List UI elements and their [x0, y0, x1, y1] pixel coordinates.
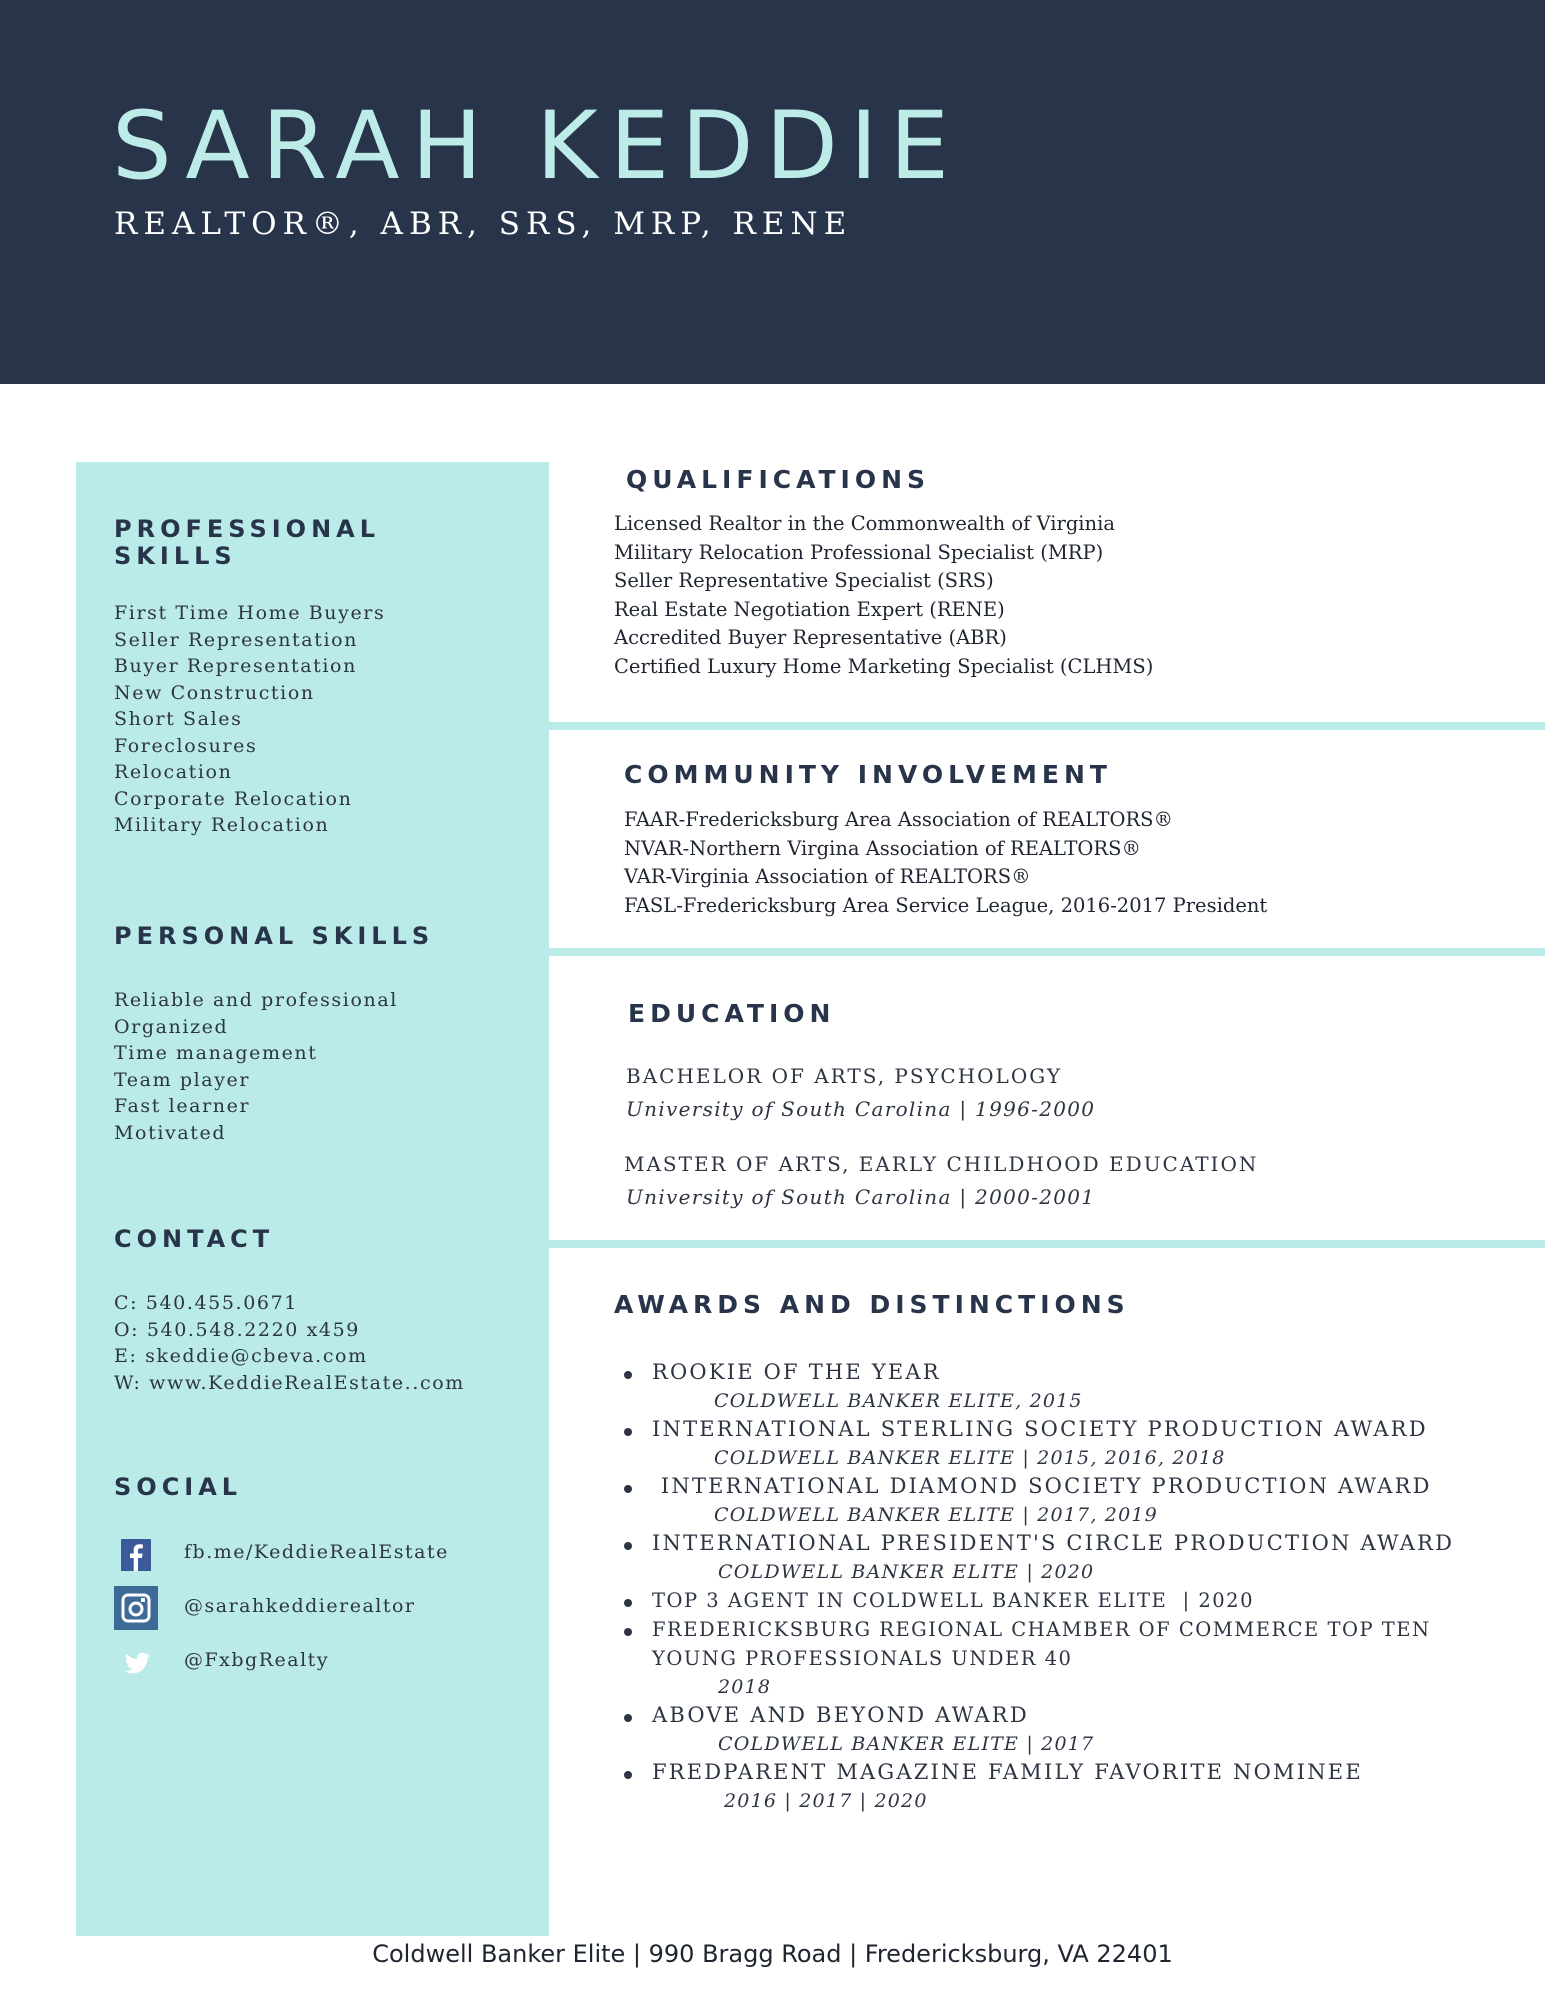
list-item: New Construction	[114, 681, 315, 704]
list-item	[620, 1758, 1520, 1815]
footer-address: Coldwell Banker Elite | 990 Bragg Road | Fredericksburg, VA 22401	[372, 1940, 1173, 1968]
list-item: Organized	[114, 1015, 229, 1038]
list-item	[620, 1472, 1520, 1529]
award-title: ROOKIE OF THE YEAR	[652, 1360, 941, 1384]
twitter-handle: @FxbgRealty	[184, 1649, 330, 1671]
award-title: INTERNATIONAL PRESIDENT'S CIRCLE PRODUCTION AWARD	[652, 1531, 1455, 1555]
social-twitter	[114, 1640, 534, 1684]
list-item: FASL-Fredericksburg Area Service League, 2016-2017 President	[624, 893, 1268, 917]
social-heading: SOCIAL	[114, 1473, 243, 1501]
personal-skills-heading: PERSONAL SKILLS	[114, 922, 435, 950]
list-item: Fast learner	[114, 1095, 251, 1117]
professional-skills-heading	[114, 516, 380, 570]
bullet	[624, 1599, 632, 1607]
list-item: Foreclosures	[114, 734, 258, 757]
list-item	[620, 1358, 1520, 1415]
award-detail: 2016 | 2017 | 2020	[724, 1790, 928, 1812]
name-title: SARAH KEDDIE	[112, 92, 961, 201]
social-instagram	[114, 1586, 534, 1630]
facebook-icon	[114, 1532, 158, 1576]
bullet	[624, 1771, 632, 1779]
award-detail: COLDWELL BANKER ELITE | 2020	[718, 1561, 1095, 1583]
education-degree: MASTER OF ARTS, EARLY CHILDHOOD EDUCATION	[624, 1152, 1259, 1176]
bullet	[624, 1428, 632, 1436]
facebook-handle: fb.me/KeddieRealEstate	[184, 1541, 449, 1563]
list-item: Buyer Representation	[114, 655, 357, 677]
list-item: Motivated	[114, 1121, 227, 1144]
list-item: FAAR-Fredericksburg Area Association of REALTORS®	[624, 808, 1174, 831]
award-detail: COLDWELL BANKER ELITE | 2017, 2019	[714, 1504, 1158, 1526]
award-title: INTERNATIONAL STERLING SOCIETY PRODUCTION AWARD	[652, 1417, 1428, 1441]
contact-website: W: www.KeddieRealEstate..com	[114, 1371, 465, 1394]
professional-skills-list	[114, 600, 385, 839]
education-heading: EDUCATION	[628, 999, 836, 1028]
award-title: ABOVE AND BEYOND AWARD	[652, 1703, 1029, 1727]
list-item: Military Relocation Professional Specialist (MRP)	[614, 540, 1104, 564]
bullet	[624, 1371, 632, 1379]
personal-skills-list	[114, 987, 398, 1146]
section-divider	[549, 948, 1545, 956]
list-item: Licensed Realtor in the Commonwealth of Virginia	[614, 512, 1115, 535]
contact-heading: CONTACT	[114, 1225, 275, 1253]
education-school: University of South Carolina | 2000-2001	[626, 1185, 1096, 1209]
credentials-subtitle: REALTOR®, ABR, SRS, MRP, RENE	[114, 206, 853, 242]
award-title: FREDERICKSBURG REGIONAL CHAMBER OF COMMERCE TOP TEN	[652, 1618, 1431, 1641]
heading-line: PROFESSIONAL	[114, 515, 381, 543]
list-item: Accredited Buyer Representative (ABR)	[614, 626, 1007, 649]
contact-email: E: skeddie@cbeva.com	[114, 1345, 368, 1367]
award-detail: COLDWELL BANKER ELITE, 2015	[714, 1390, 1083, 1412]
section-divider	[549, 722, 1545, 730]
community-list	[624, 806, 1267, 920]
award-title: INTERNATIONAL DIAMOND SOCIETY PRODUCTION AWARD	[652, 1474, 1432, 1498]
award-detail: COLDWELL BANKER ELITE | 2015, 2016, 2018	[714, 1447, 1226, 1469]
award-title: FREDPARENT MAGAZINE FAMILY FAVORITE NOMINEE	[652, 1760, 1363, 1784]
list-item: Time management	[114, 1042, 318, 1064]
bullet	[624, 1714, 632, 1722]
qualifications-list	[614, 510, 1153, 681]
list-item: Seller Representation	[114, 628, 359, 651]
bullet	[624, 1542, 632, 1550]
list-item	[620, 1615, 1520, 1701]
award-title-line2: YOUNG PROFESSIONALS UNDER 40	[652, 1647, 1073, 1670]
list-item: Certified Luxury Home Marketing Specialist (CLHMS)	[614, 654, 1154, 678]
bullet	[624, 1628, 632, 1636]
list-item: Relocation	[114, 761, 233, 783]
list-item	[620, 1529, 1520, 1586]
list-item: First Time Home Buyers	[114, 602, 386, 624]
list-item	[620, 1701, 1520, 1758]
awards-heading: AWARDS AND DISTINCTIONS	[614, 1290, 1130, 1319]
list-item: VAR-Virginia Association of REALTORS®	[624, 865, 1031, 888]
header-banner	[0, 0, 1545, 384]
list-item: Corporate Relocation	[114, 787, 353, 810]
education-degree: BACHELOR OF ARTS, PSYCHOLOGY	[626, 1064, 1063, 1088]
community-heading: COMMUNITY INVOLVEMENT	[624, 760, 1112, 789]
heading-line: SKILLS	[114, 542, 237, 570]
list-item	[620, 1586, 1520, 1615]
bullet	[624, 1485, 632, 1493]
instagram-handle: @sarahkeddierealtor	[184, 1595, 416, 1617]
awards-list	[620, 1358, 1520, 1815]
award-detail: 2018	[718, 1676, 772, 1698]
list-item: Military Relocation	[114, 814, 330, 836]
list-item: Team player	[114, 1068, 251, 1091]
list-item: Seller Representative Specialist (SRS)	[614, 569, 994, 592]
award-title: TOP 3 AGENT IN COLDWELL BANKER ELITE | 2020	[652, 1589, 1254, 1612]
list-item: Reliable and professional	[114, 989, 398, 1011]
list-item	[620, 1415, 1520, 1472]
twitter-icon	[114, 1640, 158, 1684]
contact-office: O: 540.548.2220 x459	[114, 1318, 361, 1341]
contact-list	[114, 1290, 465, 1396]
education-school: University of South Carolina | 1996-2000	[626, 1097, 1096, 1121]
section-divider	[549, 1240, 1545, 1248]
contact-cell: C: 540.455.0671	[114, 1292, 298, 1314]
instagram-icon	[114, 1586, 158, 1630]
social-facebook	[114, 1532, 534, 1576]
award-detail: COLDWELL BANKER ELITE | 2017	[718, 1733, 1095, 1755]
qualifications-heading: QUALIFICATIONS	[626, 465, 931, 494]
list-item: Real Estate Negotiation Expert (RENE)	[614, 597, 1005, 621]
list-item: NVAR-Northern Virgina Association of REALTORS®	[624, 836, 1141, 860]
list-item: Short Sales	[114, 708, 243, 730]
